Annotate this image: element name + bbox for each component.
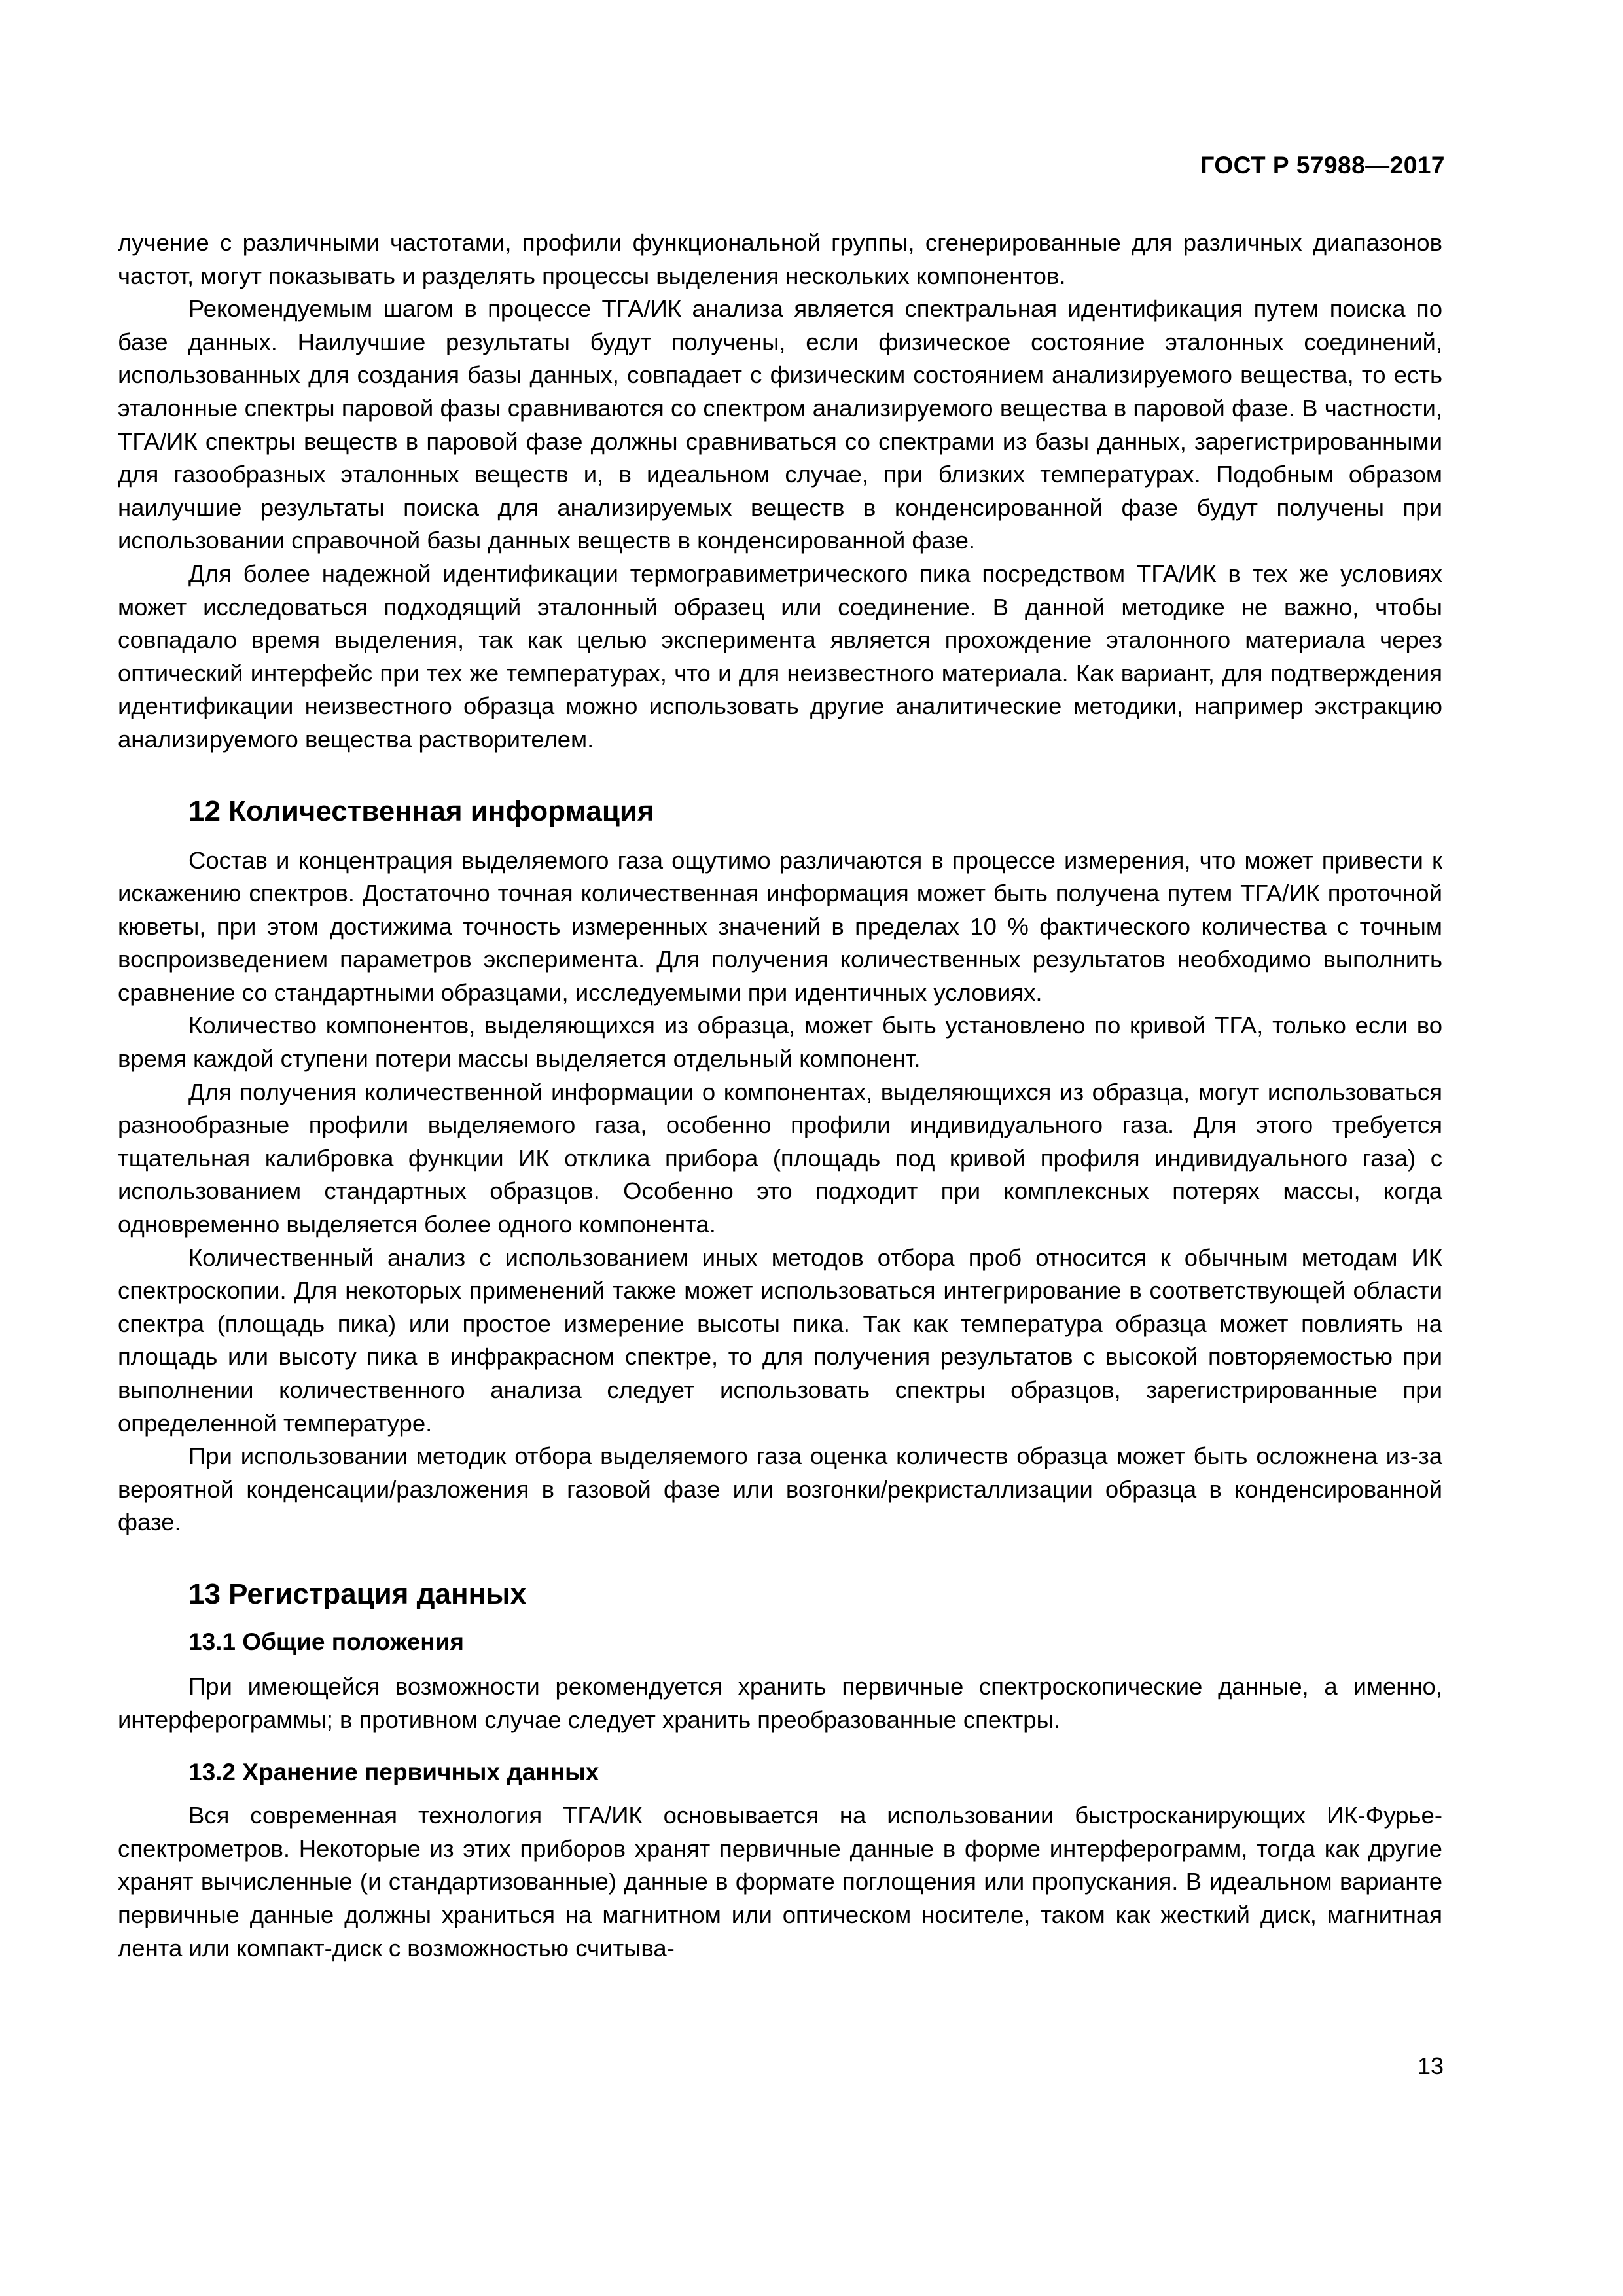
body-paragraph: Для более надежной идентификации термогравиметрического пика посредством ТГА/ИК в тех же условиях может исследоваться подходящий эталонный образец или соединение. В данной методике не важно, чтобы совпадало время выделения, так как целью эксперимента является прохождение эталонного материала через оптический интерфейс при тех же температурах, что и для неизвестного материала. Как вариант, для подтверждения идентификации неизвестного образца можно использовать другие аналитические методики, например экстракцию анализируемого вещества растворителем. (118, 560, 1442, 753)
body-paragraph: Количественный анализ с использованием иных методов отбора проб относится к обычным методам ИК спектроскопии. Для некоторых применений также может использоваться интегрирование в соответствующей области спектра (площадь пика) или простое измерение высоты пика. Так как температура образца может повлиять на площадь или высоту пика в инфракрасном спектре, то для получения результатов с высокой повторяемостью при выполнении количественного анализа следует использовать спектры образцов, зарегистрированные при определенной температуре. (118, 1244, 1442, 1437)
body-paragraph: При имеющейся возможности рекомендуется хранить первичные спектроскопические данные, а именно, интерферограммы; в противном случае следует хранить преобразованные спектры. (118, 1672, 1442, 1733)
body-paragraph: Состав и концентрация выделяемого газа ощутимо различаются в процессе измерения, что может привести к искажению спектров. Достаточно точная количественная информация может быть получена путем ТГА/ИК проточной кюветы, при этом достижима точность измеренных значений в пределах 10 % фактического количества с точным воспроизведением параметров эксперимента. Для получения количественных результатов необходимо выполнить сравнение со стандартными образцами, исследуемыми при идентичных условиях. (118, 846, 1442, 1006)
body-paragraph: Рекомендуемым шагом в процессе ТГА/ИК анализа является спектральная идентификация путем поиска по базе данных. Наилучшие результаты будут получены, если физическое состояние эталонных соединений, использованных для создания базы данных, совпадает с физическим состоянием анализируемого вещества, то есть эталонные спектры паровой фазы сравниваются со спектром анализируемого вещества в паровой фазе. В частности, ТГА/ИК спектры веществ в паровой фазе должны сравниваться со спектрами из базы данных, зарегистрированными для газообразных эталонных веществ и, в идеальном случае, при близких температурах. Подобным образом наилучшие результаты поиска для анализируемых веществ в конденсированной фазе будут получены при использовании справочной базы данных веществ в конденсированной фазе. (118, 295, 1442, 554)
body-paragraph: При использовании методик отбора выделяемого газа оценка количеств образца может быть осложнена из-за вероятной конденсации/разложения в газовой фазе или возгонки/рекристаллизации образца в конденсированной фазе. (118, 1443, 1442, 1536)
page-body (118, 226, 1442, 1965)
body-paragraph: Количество компонентов, выделяющихся из образца, может быть установлено по кривой ТГА, только если во время каждой ступени потери массы выделяется отдельный компонент. (118, 1012, 1442, 1073)
body-paragraph: Вся современная технология ТГА/ИК основывается на использовании быстросканирующих ИК-Фурье-спектрометров. Некоторые из этих приборов хранят первичные данные в форме интерферограмм, тогда как другие хранят вычисленные (и стандартизованные) данные в формате поглощения или пропускания. В идеальном варианте первичные данные должны храниться на магнитном или оптическом носителе, таком как жесткий диск, магнитная лента или компакт-диск с возможностью считыва- (118, 1802, 1442, 1962)
section-heading-13: 13 Регистрация данных (188, 1577, 527, 1610)
page-number: 13 (1417, 2053, 1444, 2079)
body-paragraph: Для получения количественной информации о компонентах, выделяющихся из образца, могут использоваться разнообразные профили выделяемого газа, особенно профили индивидуального газа. Для этого требуется тщательная калибровка функции ИК отклика прибора (площадь под кривой профиля индивидуального газа) с использованием стандартных образцов. Особенно это подходит при комплексных потерях массы, когда одновременно выделяется более одного компонента. (118, 1078, 1442, 1238)
subsection-heading-13-1: 13.1 Общие положения (188, 1628, 464, 1655)
standard-code-header: ГОСТ Р 57988—2017 (1200, 152, 1445, 179)
section-heading-12: 12 Количественная информация (188, 795, 654, 827)
body-paragraph: лучение с различными частотами, профили функциональной группы, сгенерированные для различных диапазонов частот, могут показывать и разделять процессы выделения нескольких компонентов. (118, 229, 1442, 289)
subsection-heading-13-2: 13.2 Хранение первичных данных (188, 1759, 599, 1786)
